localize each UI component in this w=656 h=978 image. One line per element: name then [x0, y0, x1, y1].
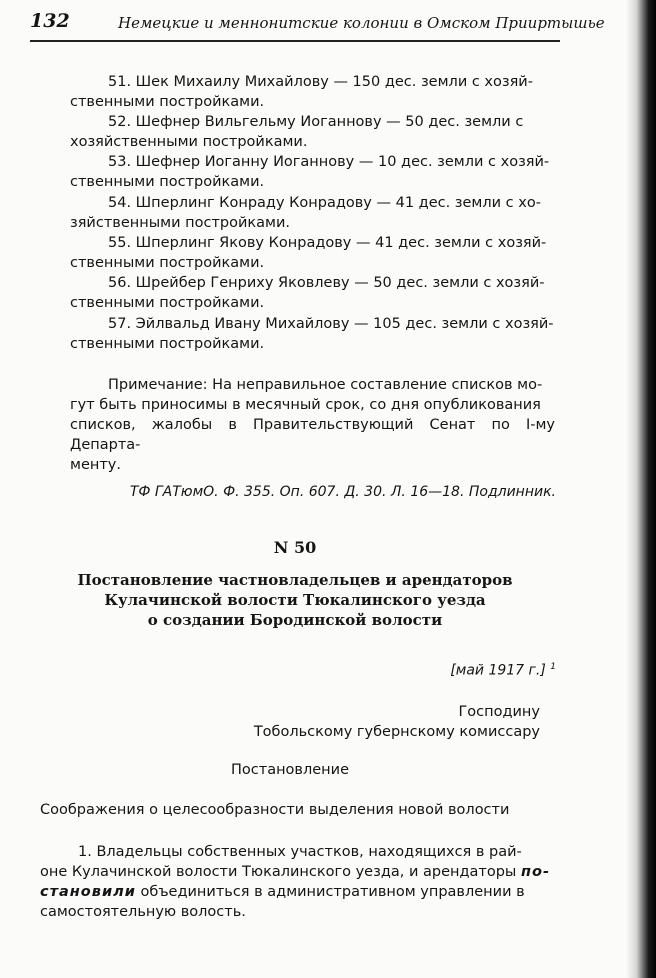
document-title	[40, 570, 550, 630]
entry-line: ственными постройками.	[70, 295, 265, 311]
list-item	[70, 112, 555, 152]
title-line: Постановление частновладельцев и арендаторов	[77, 571, 513, 589]
resolution-heading: Постановление	[231, 762, 349, 778]
entry-line: 54. Шперлинг Конраду Конрадову — 41 дес. земли с хо-	[108, 195, 541, 211]
list-item	[70, 233, 555, 273]
source-reference: ТФ ГАТюмО. Ф. 355. Оп. 607. Д. 30. Л. 16—18. Подлинник.	[129, 484, 556, 500]
addressee-line: Господину	[458, 704, 540, 720]
running-title: Немецкие и меннонитские колонии в Омском Прииртышье	[118, 14, 605, 32]
entry-line: ственными постройками.	[70, 94, 265, 110]
emphasis-text: становили	[40, 884, 136, 900]
text-span: объединиться в административном управлении в	[135, 884, 525, 900]
entry-line: 52. Шефнер Вильгельму Иоганнову — 50 дес. земли с	[108, 114, 524, 130]
note-paragraph	[70, 375, 555, 475]
paragraph-line: 1. Владельцы собственных участков, находящихся в рай-	[78, 844, 522, 860]
note-line: гут быть приносимы в месячный срок, со дня опубликования	[70, 397, 541, 413]
text-span: оне Кулачинской волости Тюкалинского уезда, и арендаторы	[40, 864, 517, 880]
page-number: 132	[30, 10, 70, 32]
entry-line: 53. Шефнер Иоганну Иоганнову — 10 дес. земли с хозяй-	[108, 154, 550, 170]
addressee-line: Тобольскому губернскому комиссару	[253, 724, 540, 740]
document-date	[450, 662, 556, 679]
entry-line: зяйственными постройками.	[70, 215, 291, 231]
list-item	[70, 193, 555, 233]
emphasis-text: по-	[520, 864, 550, 880]
note-line: Примечание: На неправильное составление списков мо-	[108, 377, 543, 393]
considerations-heading: Соображения о целесообразности выделения новой волости	[40, 802, 510, 818]
entry-line: хозяйственными постройками.	[70, 134, 308, 150]
page-edge-shadow	[626, 0, 656, 978]
entry-line: ственными постройками.	[70, 336, 265, 352]
entry-line: 57. Эйлвальд Ивану Михайлову — 105 дес. земли с хозяй-	[108, 316, 554, 332]
title-line: о создании Бородинской волости	[147, 611, 443, 629]
list-item	[70, 273, 555, 313]
list-item	[70, 72, 555, 112]
title-line: Кулачинской волости Тюкалинского уезда	[104, 591, 486, 609]
footnote-mark: 1	[550, 662, 556, 672]
entry-line: ственными постройками.	[70, 174, 265, 190]
note-line: списков, жалобы в Правительствующий Сенат по I-му Департа-	[70, 417, 555, 453]
entry-line: 51. Шек Михаилу Михайлову — 150 дес. земли с хозяй-	[108, 74, 533, 90]
note-line: менту.	[70, 457, 121, 473]
paragraph-line	[40, 862, 550, 882]
date-text: [май 1917 г.]	[450, 662, 546, 679]
header-rule	[30, 40, 560, 42]
paragraph-line	[40, 882, 550, 902]
paragraph-1	[40, 842, 550, 922]
list-item	[70, 314, 555, 354]
list-item	[70, 152, 555, 192]
entry-line: ственными постройками.	[70, 255, 265, 271]
paragraph-line: самостоятельную волость.	[40, 904, 246, 920]
entry-line: 56. Шрейбер Генриху Яковлеву — 50 дес. земли с хозяй-	[108, 275, 545, 291]
document-number: N 50	[273, 538, 317, 557]
entry-line: 55. Шперлинг Якову Конрадову — 41 дес. земли с хозяй-	[108, 235, 547, 251]
